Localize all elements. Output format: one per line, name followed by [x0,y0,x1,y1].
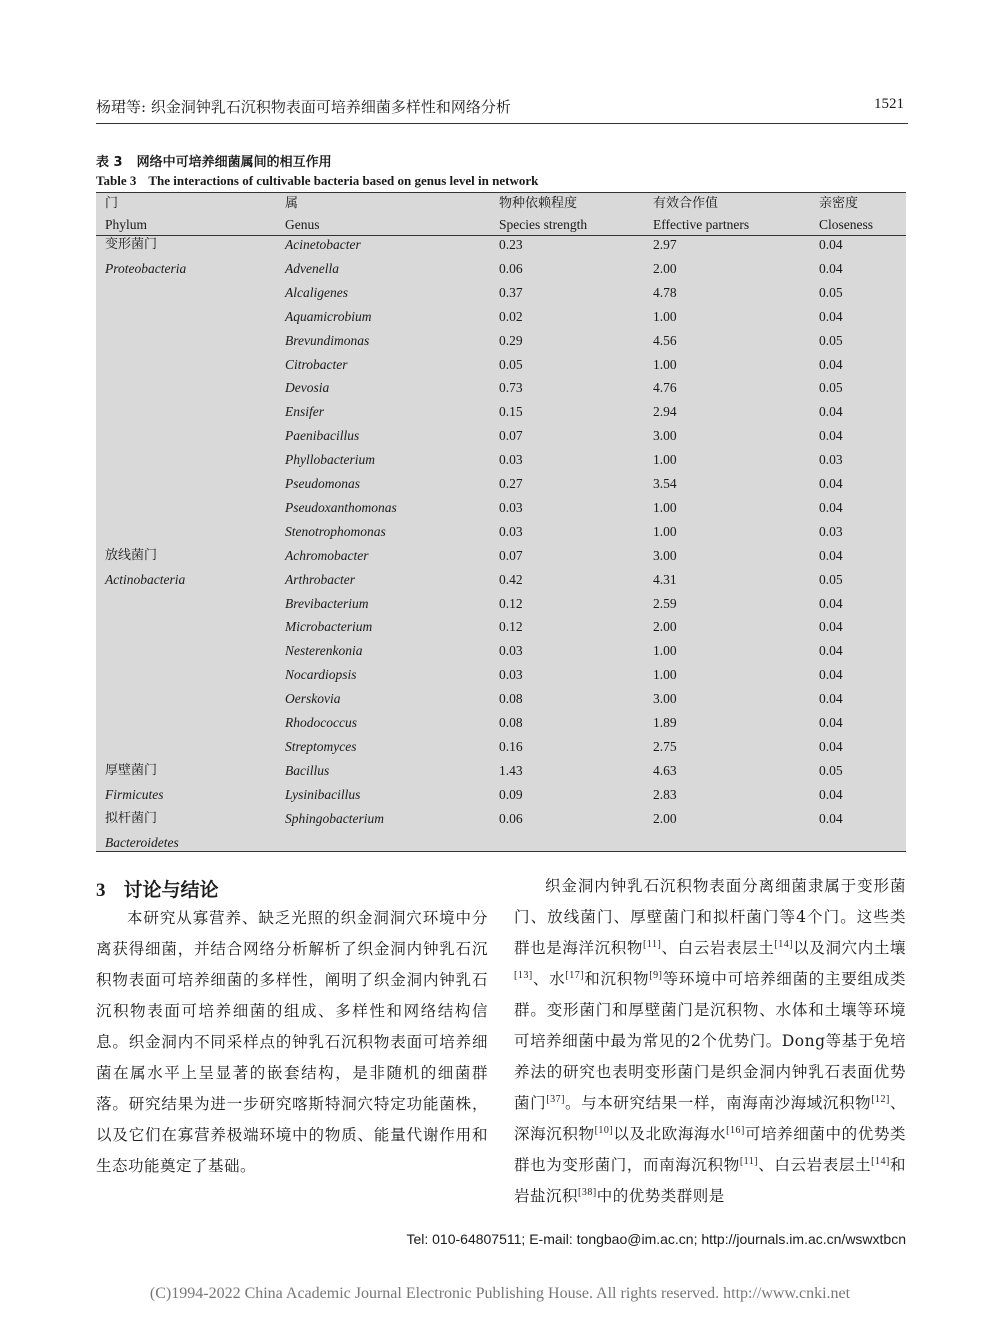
phylum-name-cn: 变形菌门 [105,237,158,252]
closeness-value: 0.05 [819,284,843,300]
effective-partners-value: 1.00 [653,523,677,539]
effective-partners-value: 2.94 [653,404,677,420]
genus-name: Nesterenkonia [285,643,363,659]
species-strength-value: 0.73 [499,380,523,396]
closeness-value: 0.04 [819,476,843,491]
genus-name: Acinetobacter [285,237,361,252]
header-rule [96,123,908,124]
species-strength-value: 0.09 [499,786,523,802]
citation-superscript: [12] [871,1093,890,1105]
species-strength-value: 0.03 [499,667,523,683]
citation-superscript: [37] [546,1093,565,1105]
genus-name: Citrobacter [285,356,348,372]
genus-name: Oerskovia [285,691,341,707]
paragraph-text: 。与本研究结果一样，南海南沙海域沉积物 [564,1094,872,1112]
species-strength-value: 0.08 [499,715,523,730]
genus-name: Sphingobacterium [285,810,384,826]
effective-partners-value: 2.97 [653,237,677,252]
species-strength-value: 0.07 [499,547,523,563]
closeness-value: 0.04 [819,428,843,444]
closeness-value: 0.05 [819,762,843,778]
section-heading [96,875,219,902]
species-strength-value: 0.07 [499,428,523,444]
species-strength-value: 0.42 [499,571,523,587]
species-strength-value: 0.15 [499,404,523,420]
closeness-value: 0.04 [819,691,843,707]
genus-name: Phyllobacterium [285,452,375,468]
closeness-value: 0.04 [819,547,843,563]
table-title-en: The interactions of cultivable bacteria based on genus level in network [148,173,539,188]
citation-superscript: [11] [643,938,662,950]
species-strength-value: 0.12 [499,619,523,635]
species-strength-value: 0.23 [499,237,523,252]
species-strength-value: 0.37 [499,284,523,300]
species-strength-value: 0.08 [499,691,523,707]
table-label-cn: 表 3 [96,155,123,170]
effective-partners-value: 2.59 [653,595,677,611]
closeness-value: 0.04 [819,260,843,276]
citation-superscript: [11] [739,1155,759,1167]
closeness-value: 0.05 [819,332,843,348]
genus-name: Microbacterium [285,619,373,635]
effective-partners-value: 2.00 [653,260,677,276]
body-paragraph-right [514,871,906,1212]
closeness-value: 0.04 [819,308,843,324]
closeness-value: 0.04 [819,595,843,611]
effective-partners-value: 4.78 [653,284,677,300]
column-header-en: Closeness [819,217,873,232]
phylum-name-latin: Actinobacteria [105,571,186,587]
closeness-value: 0.04 [819,810,843,826]
effective-partners-value: 1.00 [653,643,677,659]
paragraph-text: 、深海沉积物 [514,1094,906,1143]
effective-partners-value: 4.31 [653,571,677,587]
closeness-value: 0.03 [819,523,843,539]
effective-partners-value: 3.00 [653,428,677,444]
table-title-cn: 网络中可培养细菌属间的相互作用 [136,155,332,170]
effective-partners-value: 3.00 [653,691,677,707]
genus-name: Nocardiopsis [285,667,357,683]
table-label-en: Table 3 [96,173,137,188]
species-strength-value: 0.29 [499,332,523,348]
effective-partners-value: 2.00 [653,619,677,635]
table-caption-en [96,173,538,189]
column-header-cn: 属 [285,196,299,211]
genus-name: Advenella [285,260,339,276]
species-strength-value: 0.03 [499,523,523,539]
citation-superscript: [16] [726,1124,745,1136]
closeness-value: 0.04 [819,499,843,515]
genus-name: Streptomyces [285,738,357,754]
effective-partners-value: 2.83 [653,786,677,802]
section-title: 讨论与结论 [123,879,219,901]
closeness-value: 0.04 [819,619,843,635]
genus-name: Stenotrophomonas [285,523,386,539]
citation-superscript: [13] [514,969,533,981]
citation-superscript: [14] [871,1155,890,1167]
genus-name: Brevibacterium [285,595,369,611]
genus-name: Aquamicrobium [285,308,372,324]
effective-partners-value: 1.00 [653,667,677,683]
effective-partners-value: 2.75 [653,738,677,754]
closeness-value: 0.04 [819,404,843,420]
effective-partners-value: 4.63 [653,762,677,778]
paragraph-text: 中的优势类群则是 [596,1187,725,1205]
paragraph-text: 、白云岩表层土 [661,939,775,957]
closeness-value: 0.04 [819,643,843,659]
closeness-value: 0.04 [819,786,843,802]
genus-name: Rhodococcus [285,715,357,730]
species-strength-value: 0.05 [499,356,523,372]
genus-name: Pseudomonas [285,476,360,491]
paragraph-text: 、水 [532,970,566,988]
species-strength-value: 0.03 [499,643,523,659]
species-strength-value: 0.03 [499,499,523,515]
effective-partners-value: 1.89 [653,715,677,730]
citation-superscript: [38] [578,1186,597,1198]
closeness-value: 0.05 [819,380,843,396]
table-caption-cn [96,151,332,170]
phylum-name-cn: 厚壁菌门 [105,762,158,778]
species-strength-value: 0.06 [499,260,523,276]
genus-name: Bacillus [285,762,330,778]
species-strength-value: 1.43 [499,762,523,778]
closeness-value: 0.05 [819,571,843,587]
closeness-value: 0.04 [819,237,843,252]
column-header-cn: 亲密度 [819,196,859,211]
effective-partners-value: 4.56 [653,332,677,348]
species-strength-value: 0.16 [499,738,523,754]
effective-partners-value: 4.76 [653,380,677,396]
genus-name: Devosia [285,380,330,396]
citation-superscript: [10] [594,1124,614,1136]
species-strength-value: 0.03 [499,452,523,468]
effective-partners-value: 3.54 [653,476,677,491]
citation-superscript: [17] [565,969,585,981]
citation-superscript: [9] [649,969,663,981]
phylum-name-latin: Bacteroidetes [105,834,179,850]
effective-partners-value: 1.00 [653,452,677,468]
species-strength-value: 0.27 [499,476,523,491]
paragraph-text: 和沉积物 [584,970,650,988]
genus-name: Pseudoxanthomonas [285,499,397,515]
column-header-en: Genus [285,217,320,232]
effective-partners-value: 1.00 [653,308,677,324]
closeness-value: 0.03 [819,452,843,468]
column-header-cn: 门 [105,196,119,211]
effective-partners-value: 1.00 [653,356,677,372]
species-strength-value: 0.06 [499,810,523,826]
copyright-notice: (C)1994-2022 China Academic Journal Electronic Publishing House. All rights reserved. http://www.cnki.net [149,1285,851,1302]
phylum-name-latin: Firmicutes [105,786,164,802]
paragraph-text: 以及北欧海海水 [613,1125,727,1143]
genus-name: Arthrobacter [285,571,355,587]
species-strength-value: 0.12 [499,595,523,611]
citation-superscript: [14] [774,938,794,950]
section-number: 3 [96,880,106,901]
closeness-value: 0.04 [819,667,843,683]
genus-name: Brevundimonas [285,332,370,348]
genus-name: Paenibacillus [285,428,360,444]
paragraph-text: 以及洞穴内土壤 [793,939,906,957]
body-paragraph-left: 本研究从寡营养、缺乏光照的织金洞洞穴环境中分离获得细菌，并结合网络分析解析了织金洞内钟乳石沉积物表面可培养细菌的多样性，阐明了织金洞内钟乳石沉积物表面可培养细菌的组成、多样性和网络结构信息。织金洞内不同采样点的钟乳石沉积物表面可培养细菌在属水平上呈显著的嵌套结构，是非随机的细菌群落。研究结果为进一步研究喀斯特洞穴特定功能菌株，以及它们在寡营养极端环境中的物质、能量代谢作用和生态功能奠定了基础。 [96,909,488,1175]
genus-name: Alcaligenes [285,284,348,300]
paragraph-text: 和岩盐沉积 [514,1156,906,1205]
paragraph-text: 织金洞内钟乳石沉积物表面分离细菌隶属于变形菌门、放线菌门、厚壁菌门和拟杆菌门等4个门。这些类群也是海洋沉积物 [514,877,906,957]
species-strength-value: 0.02 [499,308,523,324]
paragraph-text: 等环境中可培养细菌的主要组成类群。变形菌门和厚壁菌门是沉积物、水体和土壤等环境可培养细菌中最为常见的2个优势门。Dong等基于免培养法的研究也表明变形菌门是织金洞内钟乳石表面优势菌门 [514,970,906,1112]
journal-contact: Tel: 010-64807511; E-mail: tongbao@im.ac.cn; http://journals.im.ac.cn/wswxtbcn [406,1231,906,1247]
genus-name: Achromobacter [285,547,369,563]
column-header-en: Effective partners [653,217,750,232]
genus-name: Lysinibacillus [285,786,361,802]
closeness-value: 0.04 [819,715,843,730]
genus-name: Ensifer [285,404,324,420]
effective-partners-value: 3.00 [653,547,677,563]
paragraph-text: 、白云岩表层土 [758,1156,872,1174]
phylum-name-cn: 拟杆菌门 [105,810,158,826]
closeness-value: 0.04 [819,356,843,372]
phylum-name-latin: Proteobacteria [105,260,187,276]
column-header-cn: 有效合作值 [653,196,719,211]
page-number: 1521 [874,96,904,112]
effective-partners-value: 1.00 [653,499,677,515]
column-header-en: Phylum [105,217,148,232]
running-title: 杨珺等: 织金洞钟乳石沉积物表面可培养细菌多样性和网络分析 [96,98,511,116]
column-header-en: Species strength [499,217,588,232]
closeness-value: 0.04 [819,738,843,754]
column-header-cn: 物种依赖程度 [499,196,578,211]
paragraph-text: 可培养细菌中的优势类群也为变形菌门，而南海沉积物 [514,1125,906,1174]
phylum-name-cn: 放线菌门 [105,547,158,563]
effective-partners-value: 2.00 [653,810,677,826]
